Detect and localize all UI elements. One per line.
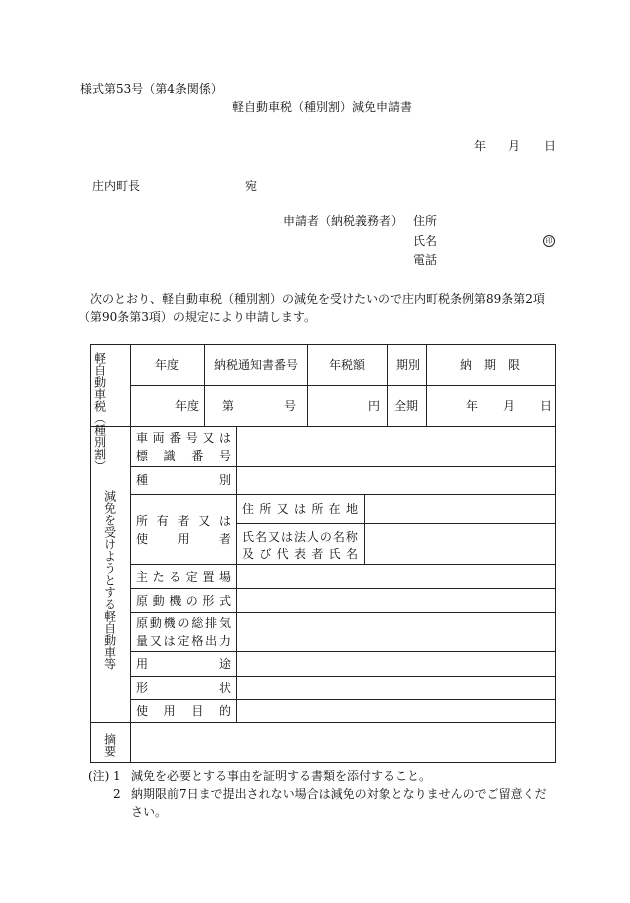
owner-address-label: 住 所 又 は 所 在 地 — [242, 502, 358, 516]
date-year-label: 年 — [474, 139, 487, 153]
note-1-number: 1 — [113, 769, 121, 783]
form-title: 軽自動車税（種別割）減免申請書 — [232, 100, 413, 114]
owner-name-line2: 及 び 代 表 者 氏 名 — [242, 547, 358, 561]
row-parking: 主 た る 定 置 場 — [136, 570, 231, 584]
addressee-name: 庄内町長 — [92, 179, 141, 193]
applicant-phone-label: 電話 — [413, 253, 438, 267]
remarks-label: 摘要 — [102, 733, 117, 757]
row-purpose: 使 用 目 的 — [136, 704, 231, 718]
note-2-text-line2: さい。 — [131, 805, 168, 819]
row-use: 用 途 — [136, 657, 231, 671]
row-owner-line1: 所 有 者 又 は — [136, 514, 231, 528]
value-number-prefix: 第 — [222, 399, 235, 413]
col-due-date: 納 期 限 — [460, 358, 521, 372]
value-number-suffix: 号 — [284, 399, 297, 413]
row-owner-line2: 使 用 者 — [136, 532, 231, 546]
row-engine-type: 原 動 機 の 形 式 — [136, 594, 231, 608]
date-day-label: 日 — [544, 139, 557, 153]
seal-mark: 印 — [543, 235, 555, 247]
value-full-period: 全期 — [394, 399, 419, 413]
value-due-year: 年 — [466, 399, 479, 413]
value-due-month: 月 — [503, 399, 516, 413]
row-vehicle-number-line1: 車 両 番 号 又 は — [136, 431, 231, 445]
col-annual-tax: 年税額 — [329, 358, 366, 372]
applicant-label: 申請者（納税義務者） — [283, 214, 404, 228]
row-displacement-line2: 量 又 は 定 格 出 力 — [136, 634, 231, 648]
form-number: 様式第53号（第4条関係） — [80, 82, 223, 96]
tax-side-label: 軽自動車税（種別割） — [92, 352, 107, 472]
owner-name-line1: 氏 名 又 は 法 人 の 名 称 — [242, 530, 358, 544]
application-statement: 次のとおり、軽自動車税（種別割）の減免を受けたいので庄内町税条例第89条第2項（第90条第3項）の規定により申請します。 — [78, 292, 545, 324]
row-type: 種 別 — [136, 473, 231, 487]
note-2-text-line1: 納期限前7日まで提出されない場合は減免の対象となりませんのでご留意くだ — [131, 787, 547, 801]
value-year: 年度 — [175, 399, 200, 413]
row-shape: 形 状 — [136, 681, 231, 695]
addressee-suffix: 宛 — [245, 179, 258, 193]
row-vehicle-number-line2: 標 識 番 号 — [136, 449, 231, 463]
applicant-address-label: 住所 — [413, 214, 438, 228]
value-due-day: 日 — [540, 399, 553, 413]
note-1-text: 減免を必要とする事由を証明する書類を添付すること。 — [131, 769, 432, 783]
applicant-name-label: 氏名 — [413, 234, 438, 248]
notes-label: (注) — [88, 769, 110, 783]
value-yen: 円 — [368, 399, 381, 413]
col-period: 期別 — [396, 358, 421, 372]
col-year: 年度 — [155, 358, 180, 372]
note-2-number: 2 — [113, 787, 121, 801]
date-month-label: 月 — [508, 139, 521, 153]
vehicle-side-label: 減免を受けようとする軽自動車等 — [102, 490, 117, 670]
col-notice-number: 納税通知書番号 — [214, 358, 299, 372]
row-displacement-line1: 原 動 機 の 総 排 気 — [136, 616, 231, 630]
